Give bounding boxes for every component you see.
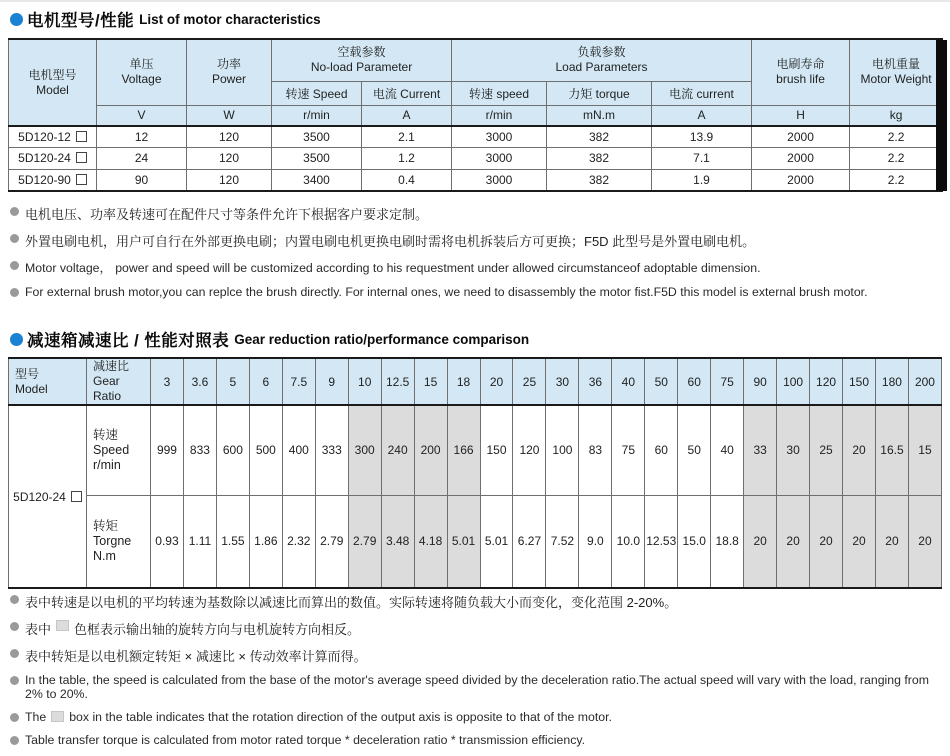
section1-title-cn: 电机型号/性能 — [27, 12, 135, 30]
motor-col-power-header — [187, 39, 272, 105]
load-group-en: Load Parameters — [555, 60, 648, 75]
note-text: Motor voltage， power and speed will be customized according to his requestment under allowed circumstanceof adoptable dimension. — [25, 261, 761, 275]
motor-value-cell: 2000 — [752, 126, 850, 148]
gear-row-label-line: r/min — [93, 457, 121, 472]
motor-table-row — [9, 169, 943, 191]
gear-value-cell: 20 — [875, 495, 908, 588]
motor-value-cell: 2.2 — [850, 126, 943, 148]
gear-notes — [10, 592, 950, 756]
gear-ratio-value-header: 36 — [579, 358, 612, 405]
model-checkbox-icon — [76, 131, 87, 142]
motor-note-item — [10, 285, 868, 299]
gear-ratio-value-header: 10 — [348, 358, 381, 405]
gear-value-cell: 300 — [348, 405, 381, 495]
load-current-header: 电流 current — [652, 81, 752, 105]
gear-ratio-value-header: 50 — [645, 358, 678, 405]
motor-value-cell: 2.1 — [362, 126, 452, 148]
gear-ratio-value-header: 3.6 — [183, 358, 216, 405]
gear-value-cell: 40 — [711, 405, 744, 495]
weight-header-en: Motor Weight — [860, 72, 932, 87]
gear-ratio-value-header: 100 — [777, 358, 810, 405]
gear-row-label-line: 转矩 — [93, 518, 119, 533]
gear-value-cell: 100 — [546, 405, 579, 495]
noload-speed-unit: r/min — [272, 105, 362, 126]
page-edge-bar — [936, 40, 947, 191]
gear-value-cell: 5.01 — [447, 495, 480, 588]
motor-model-cell — [9, 169, 97, 191]
motor-value-cell: 3400 — [272, 169, 362, 191]
motor-value-cell: 2.2 — [850, 148, 943, 170]
note-bullet-icon — [10, 207, 19, 216]
note-bullet-icon — [10, 595, 19, 604]
motor-value-cell: 2000 — [752, 148, 850, 170]
gear-ratio-value-header: 12.5 — [381, 358, 414, 405]
gear-ratio-value-header: 60 — [678, 358, 711, 405]
brushlife-header-en: brush life — [776, 72, 825, 87]
gear-value-cell: 2.79 — [348, 495, 381, 588]
gear-value-cell: 3.48 — [381, 495, 414, 588]
gear-value-cell: 5.01 — [480, 495, 513, 588]
gear-value-cell: 50 — [678, 405, 711, 495]
note-text: For external brush motor,you can replce the brush directly. For internal ones, we need to disassembly the motor fist.F5D this model is external brush motor. — [25, 285, 868, 299]
gear-value-cell: 30 — [777, 405, 810, 495]
section1-title-en: List of motor characteristics — [139, 11, 321, 27]
note-text: Table transfer torque is calculated from motor rated torque * deceleration ratio * transmission efficiency. — [25, 733, 586, 747]
motor-value-cell: 120 — [187, 148, 272, 170]
model-header-en: Model — [36, 82, 69, 97]
gear-ratio-value-header: 40 — [612, 358, 645, 405]
gear-note-item — [10, 646, 950, 665]
section2-title-en: Gear reduction ratio/performance comparison — [234, 331, 530, 347]
note-text: 表中转速是以电机的平均转速为基数除以减速比而算出的数值。实际转速将随负载大小而变化，变化范围 2-20%。 — [25, 595, 678, 610]
gear-ratio-value-header: 9 — [315, 358, 348, 405]
gear-value-cell: 4.18 — [414, 495, 447, 588]
motor-note-item — [10, 204, 868, 223]
model-checkbox-icon — [71, 491, 82, 502]
gear-header-row — [9, 358, 942, 405]
gear-ratio-value-header: 7.5 — [282, 358, 315, 405]
gear-row-label — [87, 405, 151, 495]
gear-table-container — [8, 357, 942, 589]
gear-model-header-en: Model — [15, 381, 48, 396]
note-bullet-icon — [10, 736, 19, 745]
model-checkbox-icon — [76, 152, 87, 163]
gear-ratio-value-header: 3 — [151, 358, 184, 405]
noload-speed-header: 转速 Speed — [272, 81, 362, 105]
weight-header-cn: 电机重量 — [872, 57, 921, 72]
note-text: 色框表示输出轴的旋转方向与电机旋转方向相反。 — [74, 622, 361, 637]
motor-table — [8, 38, 943, 192]
load-torque-header: 力矩 torque — [547, 81, 652, 105]
gear-table-row — [9, 495, 942, 588]
note-text: 电机电压、功率及转速可在配件尺寸等条件允许下根据客户要求定制。 — [25, 207, 429, 222]
gear-value-cell: 833 — [183, 405, 216, 495]
motor-col-brushlife-header — [752, 39, 850, 105]
section1-title — [10, 7, 321, 31]
note-bullet-icon — [10, 234, 19, 243]
gear-value-cell: 1.11 — [183, 495, 216, 588]
noload-current-unit: A — [362, 105, 452, 126]
voltage-unit: V — [97, 105, 187, 126]
gear-value-cell: 7.52 — [546, 495, 579, 588]
gear-value-cell: 166 — [447, 405, 480, 495]
blue-bullet-icon — [10, 13, 23, 26]
motor-value-cell: 2000 — [752, 169, 850, 191]
gear-ratio-value-header: 120 — [810, 358, 843, 405]
voltage-header-en: Voltage — [121, 72, 162, 87]
gear-value-cell: 20 — [777, 495, 810, 588]
motor-table-row — [9, 126, 943, 148]
gear-row-label-line: 转速 — [93, 427, 119, 442]
motor-model-cell — [9, 126, 97, 148]
motor-note-item — [10, 258, 868, 276]
note-bullet-icon — [10, 713, 19, 722]
gear-value-cell: 1.86 — [249, 495, 282, 588]
gear-value-cell: 15 — [908, 405, 941, 495]
gear-value-cell: 25 — [810, 405, 843, 495]
load-speed-header: 转速 speed — [452, 81, 547, 105]
gear-ratio-value-header: 90 — [744, 358, 777, 405]
gear-value-cell: 75 — [612, 405, 645, 495]
motor-table-row — [9, 148, 943, 170]
gear-row-label-line: Torgne — [93, 533, 132, 548]
load-torque-unit: mN.m — [547, 105, 652, 126]
power-header-en: Power — [211, 72, 246, 87]
voltage-header-cn: 单压 — [129, 57, 154, 72]
gear-value-cell: 0.93 — [151, 495, 184, 588]
gear-model-header-cn: 型号 — [15, 366, 40, 381]
gear-value-cell: 600 — [216, 405, 249, 495]
motor-value-cell: 3500 — [272, 148, 362, 170]
note-text: In the table, the speed is calculated from the base of the motor's average speed divided by the deceleration ratio.The actual speed will vary with the load, ranging from 2% to 20%. — [25, 673, 929, 701]
motor-value-cell: 382 — [547, 148, 652, 170]
load-current-unit: A — [652, 105, 752, 126]
noload-group-cn: 空载参数 — [337, 45, 386, 60]
gear-value-cell: 999 — [151, 405, 184, 495]
gear-value-cell: 150 — [480, 405, 513, 495]
gear-ratio-value-header: 25 — [513, 358, 546, 405]
gear-ratio-value-header: 6 — [249, 358, 282, 405]
gear-value-cell: 6.27 — [513, 495, 546, 588]
gear-ratio-header-en: Gear Ratio — [93, 374, 122, 403]
motor-value-cell: 382 — [547, 169, 652, 191]
motor-value-cell: 3000 — [452, 169, 547, 191]
gear-table — [8, 357, 942, 589]
note-text: 表中 — [25, 622, 52, 637]
noload-group-en: No-load Parameter — [310, 60, 413, 75]
gear-ratio-value-header: 15 — [414, 358, 447, 405]
motor-value-cell: 7.1 — [652, 148, 752, 170]
gear-value-cell: 18.8 — [711, 495, 744, 588]
gear-note-item — [10, 673, 950, 701]
note-bullet-icon — [10, 622, 19, 631]
gear-ratio-header-cn: 减速比 — [93, 359, 130, 373]
brushlife-header-cn: 电刷寿命 — [776, 57, 825, 72]
motor-model-cell — [9, 148, 97, 170]
gear-ratio-value-header: 20 — [480, 358, 513, 405]
note-text: 外置电刷电机，用户可自行在外部更换电刷；内置电刷电机更换电刷时需将电机拆装后方可更换；F5D 此型号是外置电刷电机。 — [25, 234, 756, 249]
motor-value-cell: 2.2 — [850, 169, 943, 191]
motor-value-cell: 3000 — [452, 126, 547, 148]
gear-table-row — [9, 405, 942, 495]
motor-group-load-header — [452, 39, 752, 81]
gear-value-cell: 20 — [810, 495, 843, 588]
gear-value-cell: 83 — [579, 405, 612, 495]
motor-model-label: 5D120-12 — [18, 130, 71, 144]
load-group-cn: 负载参数 — [577, 45, 626, 60]
gear-value-cell: 9.0 — [579, 495, 612, 588]
gear-value-cell: 20 — [744, 495, 777, 588]
note-text: box in the table indicates that the rotation direction of the output axis is opposite to that of the motor. — [69, 710, 612, 724]
motor-value-cell: 120 — [187, 169, 272, 191]
gear-col-ratio-header — [87, 358, 151, 405]
motor-value-cell: 0.4 — [362, 169, 452, 191]
gear-value-cell: 400 — [282, 405, 315, 495]
gear-model-cell — [9, 405, 87, 588]
section2-title-cn: 减速箱减速比 / 性能对照表 — [27, 332, 230, 350]
gear-value-cell: 15.0 — [678, 495, 711, 588]
gear-ratio-value-header: 18 — [447, 358, 480, 405]
gear-value-cell: 20 — [843, 405, 876, 495]
motor-value-cell: 120 — [187, 126, 272, 148]
model-header-cn: 电机型号 — [28, 67, 77, 82]
gear-value-cell: 120 — [513, 405, 546, 495]
motor-model-label: 5D120-24 — [18, 151, 71, 166]
gear-note-item — [10, 733, 950, 747]
section2-title — [10, 327, 529, 351]
note-text: 表中转矩是以电机额定转矩 × 减速比 × 传动效率计算而得。 — [25, 649, 367, 664]
motor-value-cell: 90 — [97, 169, 187, 191]
gear-note-item — [10, 592, 950, 611]
noload-current-header: 电流 Current — [362, 81, 452, 105]
gear-ratio-value-header: 200 — [908, 358, 941, 405]
gear-table-body — [9, 405, 942, 588]
gear-row-label-line: N.m — [93, 548, 116, 563]
page-top-edge — [0, 0, 950, 2]
gear-value-cell: 20 — [908, 495, 941, 588]
motor-value-cell: 3000 — [452, 148, 547, 170]
motor-notes — [10, 204, 868, 308]
gear-value-cell: 20 — [843, 495, 876, 588]
gear-value-cell: 10.0 — [612, 495, 645, 588]
note-text: The — [25, 710, 47, 724]
motor-model-label: 5D120-90 — [18, 172, 71, 187]
gear-ratio-value-header: 180 — [875, 358, 908, 405]
motor-value-cell: 12 — [97, 126, 187, 148]
gear-col-model-header — [9, 358, 87, 405]
load-speed-unit: r/min — [452, 105, 547, 126]
motor-table-body — [9, 126, 943, 191]
motor-value-cell: 1.9 — [652, 169, 752, 191]
motor-col-voltage-header — [97, 39, 187, 105]
gear-value-cell: 2.32 — [282, 495, 315, 588]
motor-value-cell: 1.2 — [362, 148, 452, 170]
gear-value-cell: 16.5 — [875, 405, 908, 495]
motor-group-noload-header — [272, 39, 452, 81]
motor-value-cell: 13.9 — [652, 126, 752, 148]
gear-value-cell: 12.53 — [645, 495, 678, 588]
gear-value-cell: 33 — [744, 405, 777, 495]
brushlife-unit: H — [752, 105, 850, 126]
motor-value-cell: 24 — [97, 148, 187, 170]
model-checkbox-icon — [76, 174, 87, 185]
gear-value-cell: 200 — [414, 405, 447, 495]
motor-table-container — [8, 38, 943, 192]
gear-ratio-value-header: 150 — [843, 358, 876, 405]
note-bullet-icon — [10, 288, 19, 297]
gear-model-label: 5D120-24 — [13, 489, 66, 504]
weight-unit: kg — [850, 105, 943, 126]
motor-col-weight-header — [850, 39, 943, 105]
gear-note-item — [10, 619, 950, 638]
gear-value-cell: 1.55 — [216, 495, 249, 588]
gray-box-icon — [51, 711, 64, 722]
motor-value-cell: 3500 — [272, 126, 362, 148]
gear-row-label — [87, 495, 151, 588]
gear-ratio-value-header: 30 — [546, 358, 579, 405]
power-unit: W — [187, 105, 272, 126]
blue-bullet-icon — [10, 333, 23, 346]
motor-col-model-header — [9, 39, 97, 126]
motor-value-cell: 382 — [547, 126, 652, 148]
note-bullet-icon — [10, 261, 19, 270]
gear-value-cell: 333 — [315, 405, 348, 495]
gear-ratio-value-header: 75 — [711, 358, 744, 405]
gear-value-cell: 2.79 — [315, 495, 348, 588]
note-bullet-icon — [10, 649, 19, 658]
gear-note-item — [10, 710, 950, 724]
gear-value-cell: 60 — [645, 405, 678, 495]
gear-value-cell: 240 — [381, 405, 414, 495]
motor-note-item — [10, 231, 868, 250]
gray-box-icon — [56, 620, 69, 631]
gear-value-cell: 500 — [249, 405, 282, 495]
power-header-cn: 功率 — [216, 57, 241, 72]
note-bullet-icon — [10, 676, 19, 685]
gear-ratio-value-header: 5 — [216, 358, 249, 405]
gear-row-label-line: Speed — [93, 442, 130, 457]
